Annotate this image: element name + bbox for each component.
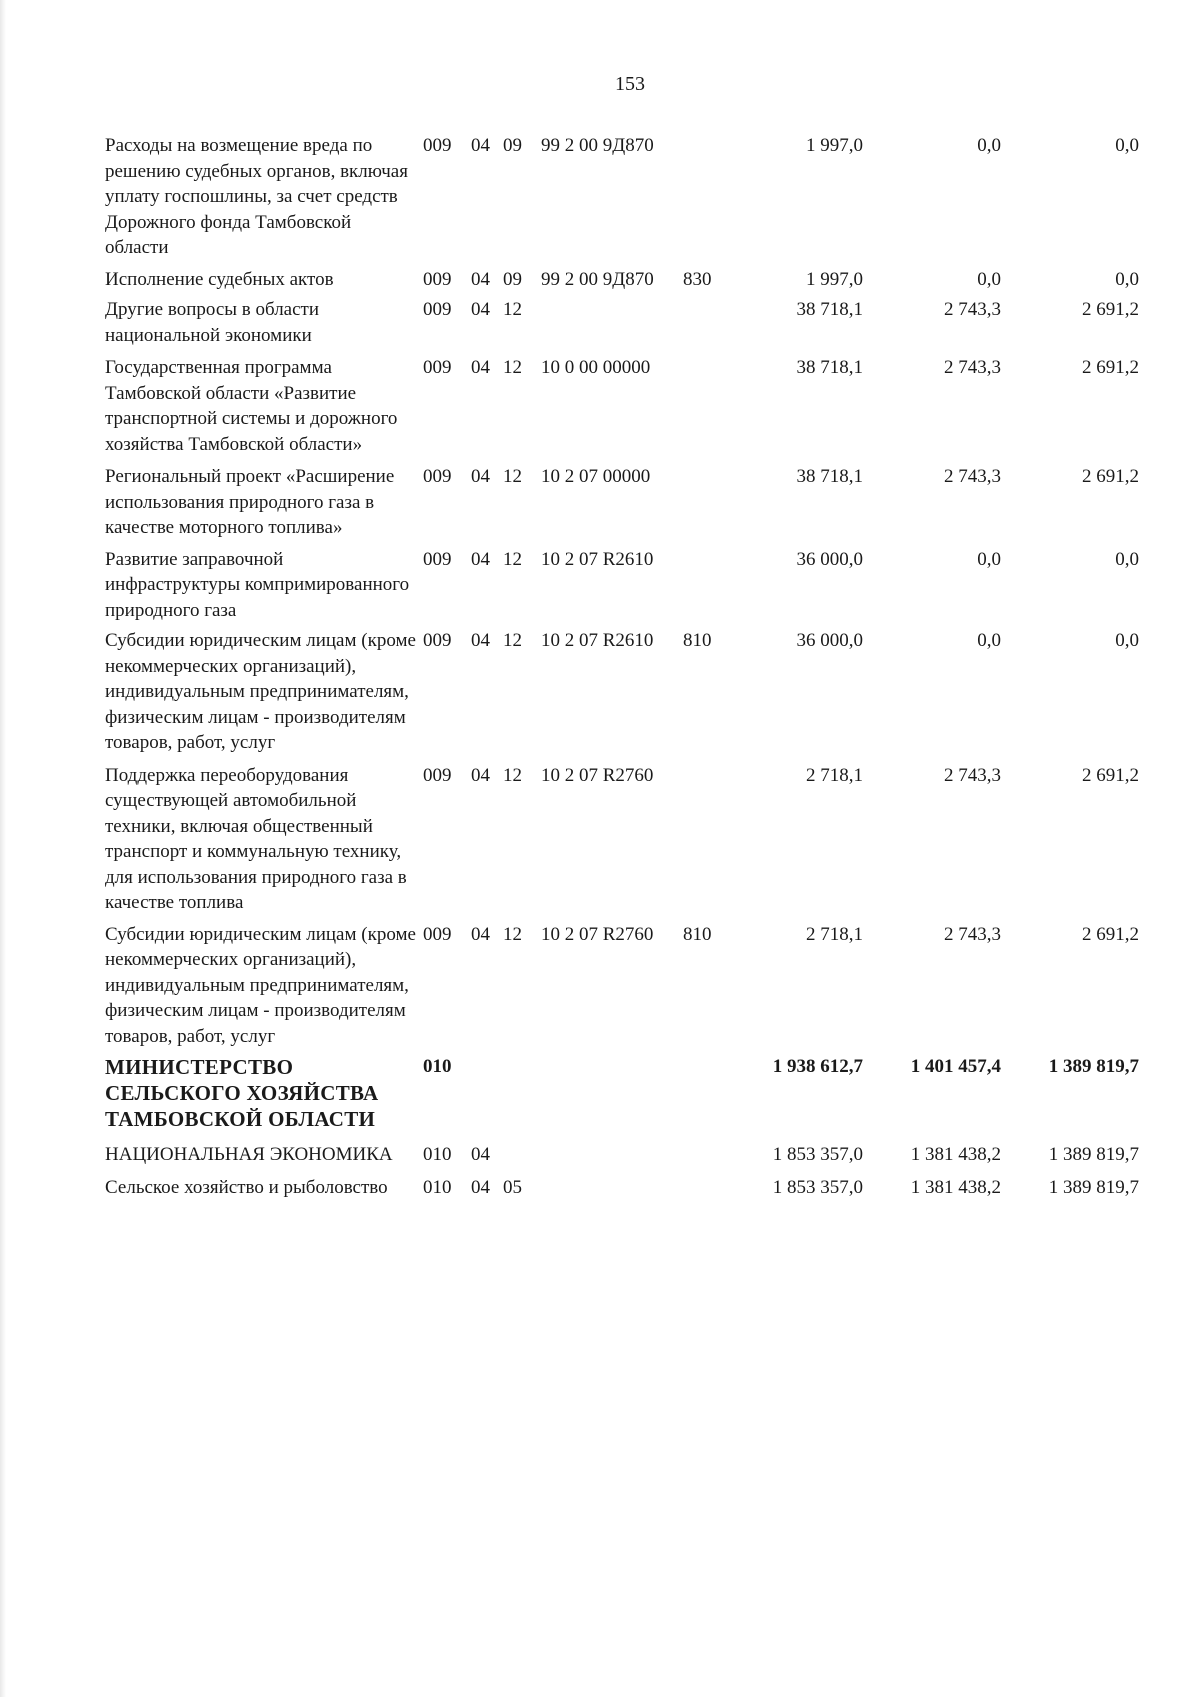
- table-row: [105, 297, 1165, 348]
- row-code-department: 009: [423, 135, 452, 156]
- row-code-target-article: 10 2 07 R2760: [541, 764, 654, 786]
- table-row: [105, 464, 1165, 541]
- row-amount-year-3: 2 691,2: [1082, 923, 1139, 945]
- row-code-target-article: 10 2 07 R2610: [541, 548, 654, 570]
- row-code-section: 04: [471, 923, 490, 945]
- row-code-section: 04: [471, 135, 490, 156]
- row-code-department: 010: [423, 1176, 452, 1198]
- row-amount-year-2: 0,0: [977, 268, 1001, 290]
- row-amount-year-2: 0,0: [977, 630, 1001, 651]
- row-amount-year-3: 1 389 819,7: [1048, 1144, 1139, 1165]
- row-code-department: 009: [423, 357, 452, 378]
- table-row: [105, 1175, 1165, 1201]
- row-name: Исполнение судебных актов: [105, 268, 334, 290]
- row-amount-year-1: 36 000,0: [796, 548, 863, 570]
- row-amount-year-3: 0,0: [1115, 548, 1139, 570]
- row-code-target-article: 10 2 07 R2610: [541, 630, 654, 651]
- row-code-department: 009: [423, 764, 452, 786]
- row-amount-year-1: 38 718,1: [796, 357, 863, 378]
- row-code-department: 009: [423, 268, 452, 290]
- row-amount-year-1: 1 853 357,0: [772, 1144, 863, 1165]
- row-amount-year-3: 2 691,2: [1082, 764, 1139, 786]
- row-amount-year-2: 0,0: [977, 135, 1001, 156]
- row-code-subsection: 09: [503, 135, 522, 156]
- row-amount-year-2: 1 401 457,4: [910, 1056, 1001, 1077]
- row-code-expense-type: 810: [683, 923, 712, 945]
- row-code-section: 04: [471, 357, 490, 378]
- row-code-target-article: 10 0 00 00000: [541, 357, 651, 378]
- row-amount-year-1: 38 718,1: [796, 299, 863, 320]
- row-amount-year-3: 0,0: [1115, 630, 1139, 651]
- row-amount-year-3: 2 691,2: [1082, 357, 1139, 378]
- row-amount-year-2: 1 381 438,2: [910, 1144, 1001, 1165]
- row-amount-year-1: 1 997,0: [806, 268, 863, 290]
- table-row: [105, 267, 1165, 293]
- row-name: Поддержка переоборудования существующей автомобильной техники, включая общественный транспорт и коммунальную технику, для использования природного газа в качестве топлива: [105, 764, 407, 913]
- scan-edge-shadow: [0, 0, 6, 1697]
- table-row: [105, 547, 1165, 624]
- row-amount-year-1: 2 718,1: [806, 923, 863, 945]
- row-amount-year-3: 2 691,2: [1082, 466, 1139, 487]
- row-code-subsection: 12: [503, 548, 522, 570]
- page-number: 153: [615, 73, 645, 95]
- row-amount-year-2: 2 743,3: [944, 923, 1001, 945]
- row-code-target-article: 99 2 00 9Д870: [541, 135, 654, 156]
- row-amount-year-1: 38 718,1: [796, 466, 863, 487]
- row-code-subsection: 12: [503, 466, 522, 487]
- row-code-subsection: 05: [503, 1176, 522, 1198]
- row-code-subsection: 12: [503, 764, 522, 786]
- row-code-department: 009: [423, 299, 452, 320]
- row-name: Субсидии юридическим лицам (кроме некоммерческих организаций), индивидуальным предпринимателям, физическим лицам - производителям товаров, работ, услуг: [105, 630, 416, 753]
- row-amount-year-3: 1 389 819,7: [1048, 1176, 1139, 1198]
- row-name: Региональный проект «Расширение использования природного газа в качестве моторного топлива»: [105, 466, 395, 538]
- table-row: [105, 1054, 1165, 1132]
- row-amount-year-2: 1 381 438,2: [910, 1176, 1001, 1198]
- row-amount-year-2: 2 743,3: [944, 466, 1001, 487]
- row-code-target-article: 10 2 07 00000: [541, 466, 651, 487]
- row-amount-year-2: 2 743,3: [944, 299, 1001, 320]
- row-code-section: 04: [471, 764, 490, 786]
- budget-table: [105, 133, 1165, 1200]
- row-amount-year-3: 0,0: [1115, 268, 1139, 290]
- row-code-target-article: 10 2 07 R2760: [541, 923, 654, 945]
- row-code-subsection: 12: [503, 923, 522, 945]
- row-code-subsection: 12: [503, 299, 522, 320]
- row-name: Развитие заправочной инфраструктуры компримированного природного газа: [105, 548, 410, 621]
- table-row: [105, 628, 1165, 756]
- row-code-subsection: 12: [503, 630, 522, 651]
- row-name: Государственная программа Тамбовской области «Развитие транспортной системы и дорожного хозяйства Тамбовской области»: [105, 357, 398, 455]
- row-amount-year-2: 2 743,3: [944, 357, 1001, 378]
- row-name: Расходы на возмещение вреда по решению судебных органов, включая уплату госпошлины, за счет средств Дорожного фонда Тамбовской области: [105, 135, 408, 258]
- row-code-department: 009: [423, 923, 452, 945]
- row-amount-year-1: 2 718,1: [806, 764, 863, 786]
- row-code-subsection: 09: [503, 268, 522, 290]
- row-code-department: 009: [423, 466, 452, 487]
- row-amount-year-2: 2 743,3: [944, 764, 1001, 786]
- row-code-section: 04: [471, 630, 490, 651]
- table-row: [105, 133, 1165, 261]
- row-code-section: 04: [471, 1144, 490, 1165]
- row-amount-year-1: 1 938 612,7: [772, 1056, 863, 1077]
- row-name: Сельское хозяйство и рыболовство: [105, 1176, 388, 1198]
- row-code-target-article: 99 2 00 9Д870: [541, 268, 654, 290]
- row-code-section: 04: [471, 548, 490, 570]
- row-amount-year-3: 2 691,2: [1082, 299, 1139, 320]
- table-row: [105, 922, 1165, 1050]
- row-code-section: 04: [471, 466, 490, 487]
- row-code-subsection: 12: [503, 357, 522, 378]
- row-code-department: 010: [423, 1056, 452, 1077]
- row-code-department: 009: [423, 630, 452, 651]
- row-amount-year-3: 0,0: [1115, 135, 1139, 156]
- row-amount-year-1: 36 000,0: [796, 630, 863, 651]
- row-amount-year-1: 1 853 357,0: [772, 1176, 863, 1198]
- row-amount-year-3: 1 389 819,7: [1048, 1056, 1139, 1077]
- table-row: [105, 763, 1165, 916]
- row-code-section: 04: [471, 1176, 490, 1198]
- row-code-expense-type: 810: [683, 630, 712, 651]
- table-row: [105, 1142, 1165, 1168]
- row-name: МИНИСТЕРСТВО СЕЛЬСКОГО ХОЗЯЙСТВА ТАМБОВСКОЙ ОБЛАСТИ: [105, 1055, 379, 1131]
- row-code-department: 010: [423, 1144, 452, 1165]
- row-amount-year-1: 1 997,0: [806, 135, 863, 156]
- row-name: Другие вопросы в области национальной экономики: [105, 299, 320, 346]
- row-name: НАЦИОНАЛЬНАЯ ЭКОНОМИКА: [105, 1144, 393, 1165]
- table-row: [105, 355, 1165, 457]
- row-name: Субсидии юридическим лицам (кроме некоммерческих организаций), индивидуальным предпринимателям, физическим лицам - производителям товаров, работ, услуг: [105, 923, 416, 1047]
- row-code-department: 009: [423, 548, 452, 570]
- row-code-section: 04: [471, 299, 490, 320]
- row-amount-year-2: 0,0: [977, 548, 1001, 570]
- row-code-expense-type: 830: [683, 268, 712, 290]
- row-code-section: 04: [471, 268, 490, 290]
